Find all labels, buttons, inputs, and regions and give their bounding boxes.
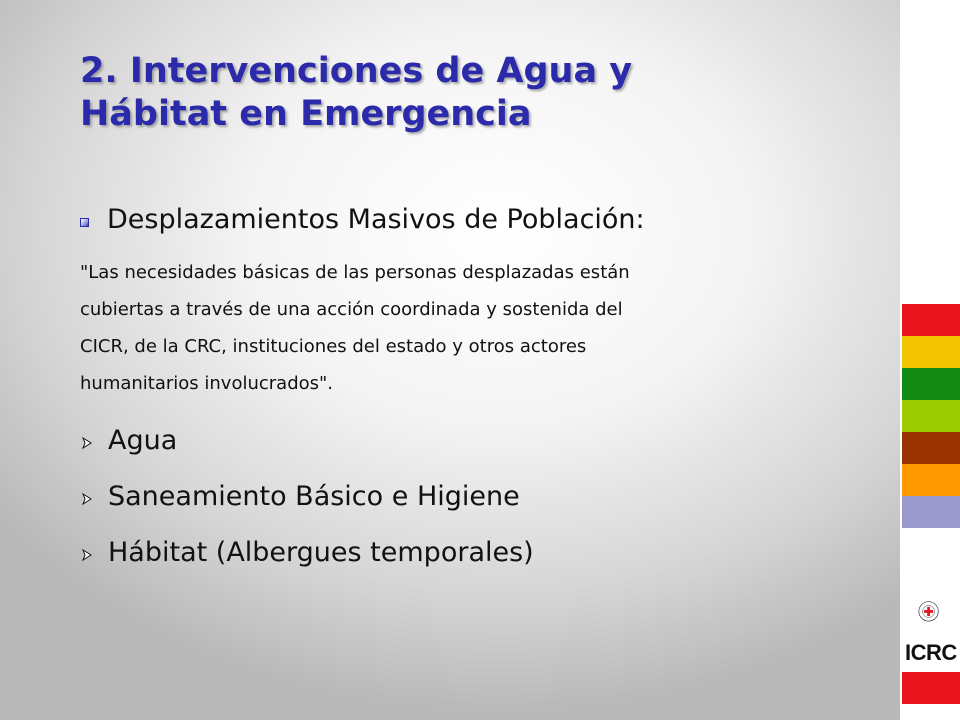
quote-line-4: humanitarios involucrados". — [80, 373, 334, 394]
bullet-list — [80, 412, 534, 580]
color-stripe-green — [902, 368, 960, 400]
quote-line-2: cubiertas a través de una acción coordinada y sostenida del — [80, 299, 623, 320]
list-item-saneamiento — [80, 468, 534, 524]
quote-paragraph — [80, 254, 840, 402]
arrow-bullet-icon — [80, 492, 94, 506]
color-stripe-lavender — [902, 496, 960, 528]
title-line-1: 2. Intervenciones de Agua y — [80, 51, 633, 91]
square-bullet-icon — [80, 218, 89, 227]
list-item-habitat — [80, 524, 534, 580]
title-line-2: Hábitat en Emergencia — [80, 94, 532, 134]
quote-line-3: CICR, de la CRC, instituciones del estado y otros actores — [80, 336, 587, 357]
section-heading — [80, 204, 880, 235]
icrc-logo-text: ICRC — [905, 640, 957, 665]
arrow-bullet-icon — [80, 436, 94, 450]
slide-title — [80, 50, 880, 136]
list-item-label: Saneamiento Básico e Higiene — [108, 480, 520, 512]
color-stripe-orange — [902, 464, 960, 496]
quote-line-1: "Las necesidades básicas de las personas desplazadas están — [80, 262, 630, 283]
list-item-agua — [80, 412, 534, 468]
section-heading-text: Desplazamientos Masivos de Población: — [107, 204, 645, 235]
arrow-bullet-icon — [80, 548, 94, 562]
list-item-label: Agua — [108, 424, 178, 456]
color-stripe-red — [902, 304, 960, 336]
color-stripe-bottom-red — [902, 672, 960, 704]
list-item-label: Hábitat (Albergues temporales) — [108, 536, 534, 568]
color-stripe-lime — [902, 400, 960, 432]
red-cross-emblem-icon — [904, 600, 960, 640]
color-stripe-yellow — [902, 336, 960, 368]
color-stripe-brown — [902, 432, 960, 464]
